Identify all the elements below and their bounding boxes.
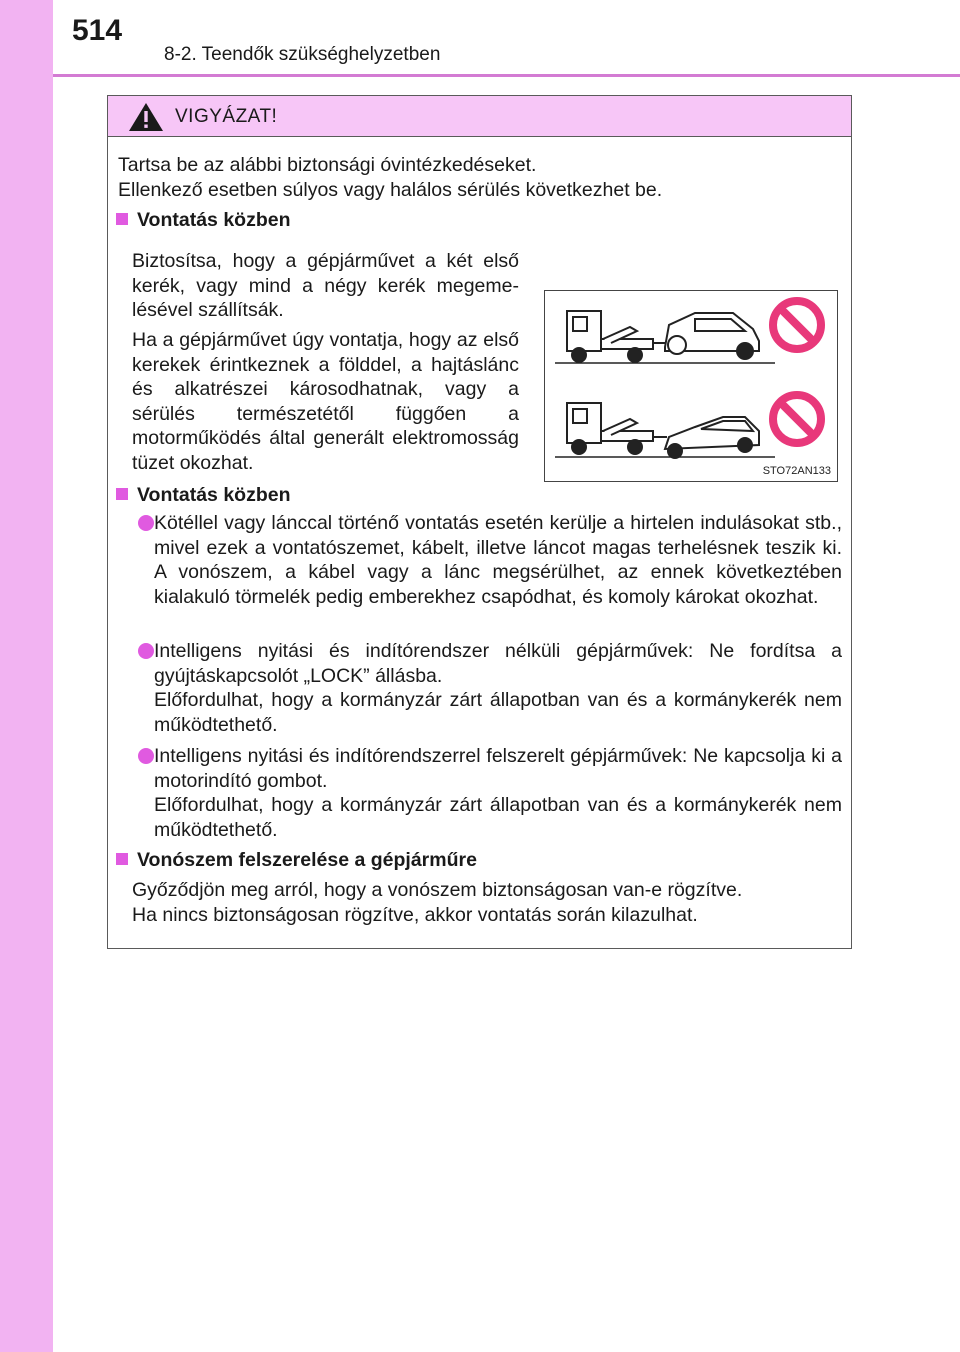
round-bullet-icon [138,643,154,659]
bullet-text: Előfordulhat, hogy a kormányzár zárt állapotban van és a kormánykerék nem működtethető. [154,794,842,841]
bullet-text: Intelligens nyitási és indítórendszerrel felszerelt gépjárművek: Ne kapcsolja ki a motorindító gombot. [154,745,842,792]
caution-title: VIGYÁZAT! [175,106,278,127]
header-rule [53,74,960,77]
tow-truck-drawing [545,291,836,480]
bullet-text: Intelligens nyitási és indítórendszer nélküli gépjárművek: Ne fordítsa a gyújtáskapcsolót „LOCK” állásba. [154,640,842,687]
towing-illustration [544,290,838,482]
section-heading: Vontatás közben [116,483,291,507]
section-heading: Vontatás közben [116,208,291,232]
caution-intro [118,153,838,202]
caution-header [108,96,851,137]
page-edge-tab [0,0,53,1352]
paragraph [132,878,842,927]
section-title: 8-2. Teendők szükséghelyzetben [164,44,441,65]
square-bullet-icon [116,853,128,865]
warning-triangle-icon [128,102,164,132]
intro-line: Ellenkező esetben súlyos vagy halálos sérülés következhet be. [118,178,663,201]
paragraph-line: Győződjön meg arról, hogy a vonószem biztonságosan van-e rögzítve. [132,879,743,901]
square-bullet-icon [116,213,128,225]
caution-box [107,95,852,949]
figure-id: STO72AN133 [762,465,831,477]
prohibition-icon [773,395,821,443]
caution-content [108,136,851,948]
paragraph-line: Ha nincs biztonságosan rögzítve, akkor vontatás során kilazulhat. [132,903,698,926]
page-number: 514 [72,14,123,47]
bullet-text: Kötéllel vagy lánccal történő vontatás esetén kerülje a hirtelen indulásokat stb., mivel ezek a vontatószemet, kábelt, illetve láncot magas terhelésnek teszik ki. A vonószem, a kábel vagy a lánc megsérülhet, az ennek következtében kialakuló törmelék pedig emberekhez csapódhat, és komoly károkat okozhat. [154,512,842,608]
intro-line: Tartsa be az alábbi biztonsági óvintézkedéseket. [118,154,537,176]
round-bullet-icon [138,515,154,531]
section-heading: Vonószem felszerelése a gépjárműre [116,848,477,872]
bullet-text: Előfordulhat, hogy a kormányzár zárt állapotban van és a kormánykerék nem működtethető. [154,689,842,736]
paragraph: Ha a gépjárművet úgy vontatja, hogy az első kerekek érintkeznek a földdel, a hajtáslánc és alkatrészei károsodhatnak, vagy a sérülés természetétől függően a motorműködés által generált elektromosság tüzet okozhat. [132,329,519,474]
paragraph: Biztosítsa, hogy a gépjárművet a két első kerék, vagy mind a négy kerék megemelésével szállítsák. [132,250,519,321]
prohibition-icon [773,301,821,349]
round-bullet-icon [138,748,154,764]
square-bullet-icon [116,488,128,500]
